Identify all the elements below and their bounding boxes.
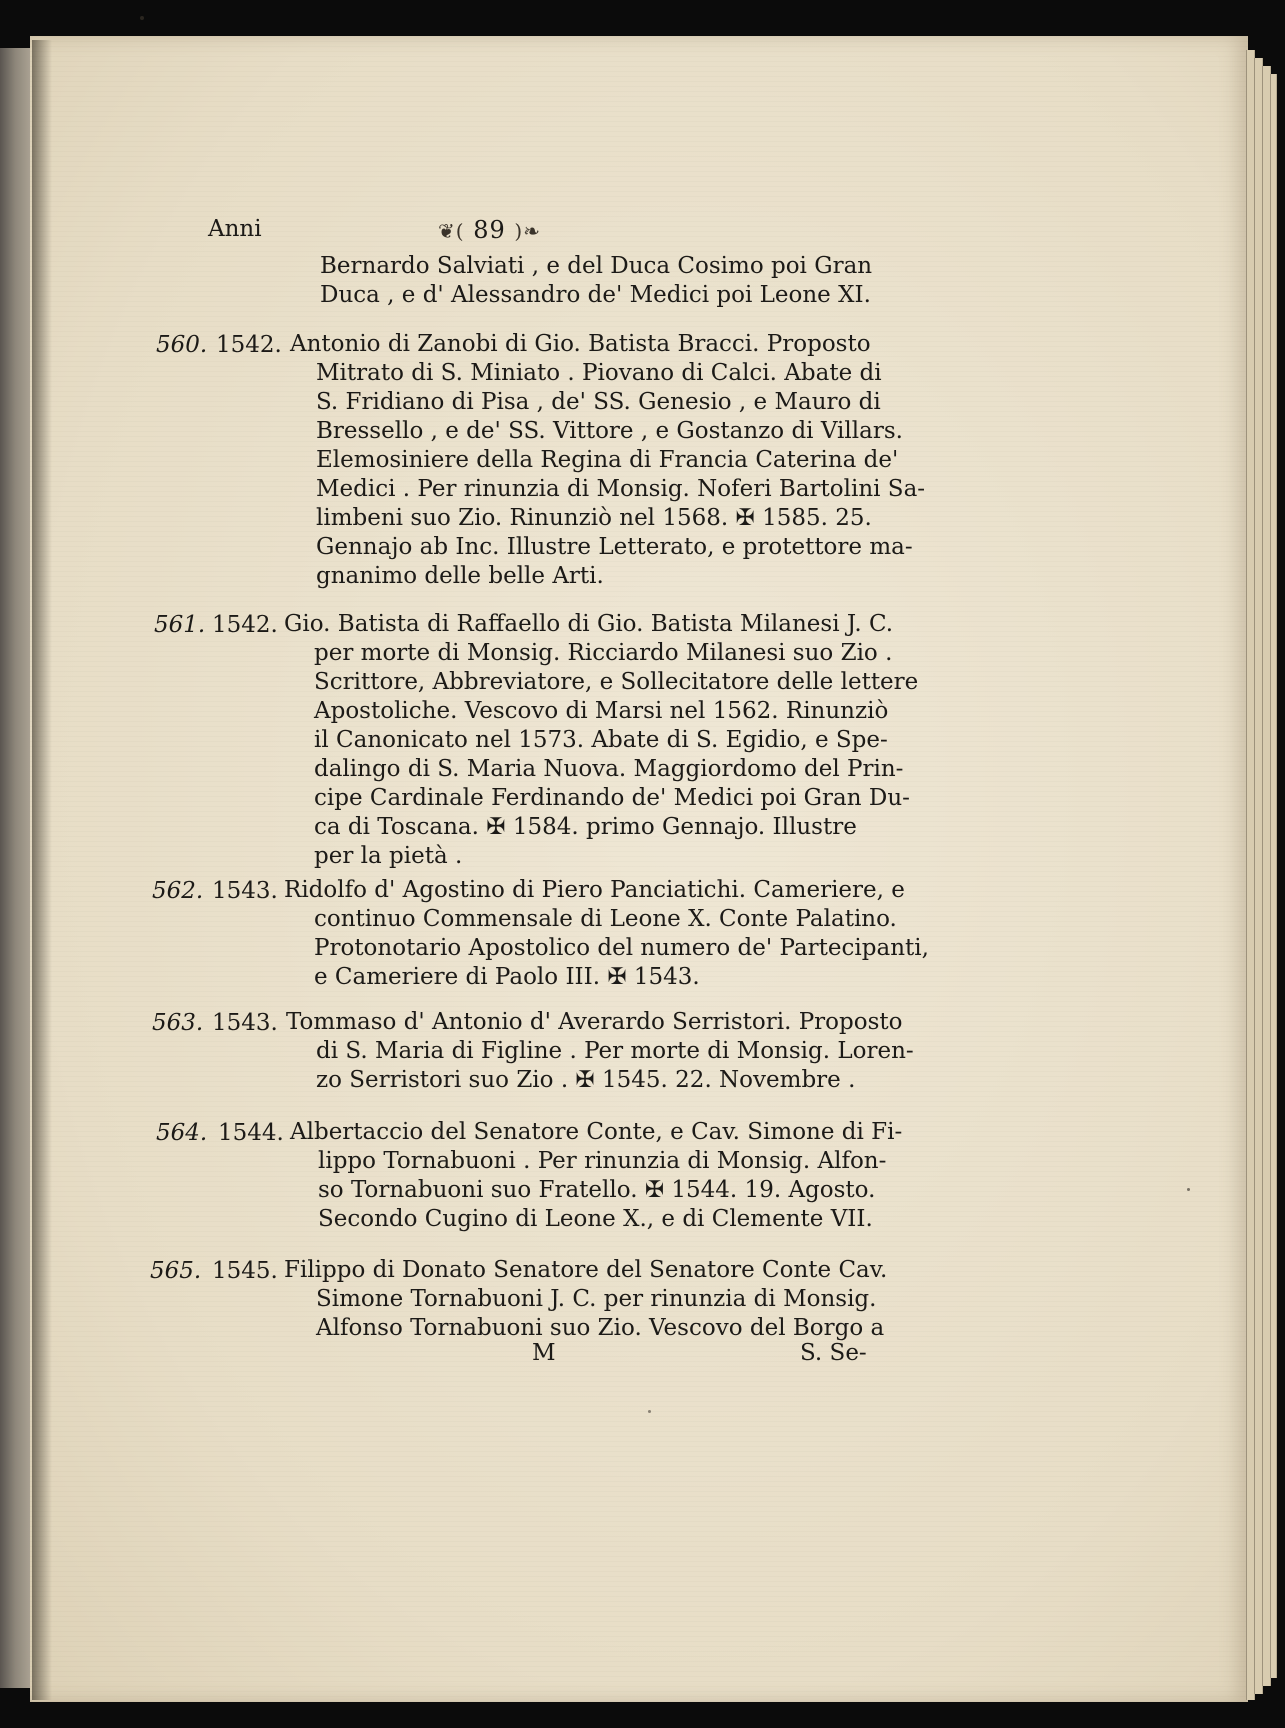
entry-line: Mitrato di S. Miniato . Piovano di Calci. Abate di [316, 360, 882, 386]
page-stack-edge [1270, 74, 1277, 1678]
entry-line: Simone Tornabuoni J. C. per rinunzia di Monsig. [316, 1286, 877, 1312]
intro-line: Duca , e d' Alessandro de' Medici poi Leone XI. [320, 282, 871, 308]
entry-line: dalingo di S. Maria Nuova. Maggiordomo del Prin- [314, 756, 904, 782]
margin-label-anni: Anni [208, 216, 262, 242]
entry-line: Gennajo ab Inc. Illustre Letterato, e protettore ma- [316, 534, 913, 560]
ornament-right-icon: )❧ [514, 219, 541, 243]
entry-number: 561. [154, 612, 206, 638]
entry-line: Ridolfo d' Agostino di Piero Panciatichi. Cameriere, e [284, 877, 905, 903]
entry-line: Apostoliche. Vescovo di Marsi nel 1562. Rinunziò [314, 698, 889, 724]
page-number: 89 [473, 216, 506, 244]
entry-line: limbeni suo Zio. Rinunziò nel 1568. ✠ 1585. 25. [316, 505, 872, 531]
entry-year: 1544. [218, 1120, 284, 1146]
entry-line: Filippo di Donato Senatore del Senatore Conte Cav. [284, 1257, 888, 1283]
entry-line: e Cameriere di Paolo III. ✠ 1543. [314, 964, 700, 990]
entry-line: Bressello , e de' SS. Vittore , e Gostanzo di Villars. [316, 418, 903, 444]
entry-year: 1542. [212, 612, 278, 638]
entry-line: Gio. Batista di Raffaello di Gio. Batista Milanesi J. C. [284, 611, 894, 637]
signature-mark: M [532, 1340, 556, 1366]
entry-year: 1545. [212, 1258, 278, 1284]
entry-line: Secondo Cugino di Leone X., e di Clemente VII. [318, 1206, 873, 1232]
entry-line: Elemosiniere della Regina di Francia Caterina de' [316, 447, 899, 473]
entry-line: Medici . Per rinunzia di Monsig. Noferi Bartolini Sa- [316, 476, 926, 502]
entry-line: Scrittore, Abbreviatore, e Sollecitatore delle lettere [314, 669, 919, 695]
entry-line: Protonotario Apostolico del numero de' Partecipanti, [314, 935, 929, 961]
entry-line: zo Serristori suo Zio . ✠ 1545. 22. Novembre . [316, 1067, 856, 1093]
entry-number: 564. [156, 1120, 208, 1146]
gutter-shadow [32, 40, 52, 1700]
ornament-left-icon: ❦( [438, 219, 465, 243]
entry-line: Albertaccio del Senatore Conte, e Cav. Simone di Fi- [290, 1119, 903, 1145]
entry-line: continuo Commensale di Leone X. Conte Palatino. [314, 906, 897, 932]
entry-line: cipe Cardinale Ferdinando de' Medici poi Gran Du- [314, 785, 910, 811]
entry-line: per la pietà . [314, 843, 463, 869]
entry-number: 563. [152, 1010, 204, 1036]
catchword: S. Se- [800, 1340, 867, 1366]
entry-year: 1542. [216, 332, 282, 358]
entry-number: 565. [150, 1258, 202, 1284]
entry-line: ca di Toscana. ✠ 1584. primo Gennajo. Illustre [314, 814, 857, 840]
entry-line: S. Fridiano di Pisa , de' SS. Genesio , e Mauro di [316, 389, 881, 415]
entry-line: il Canonicato nel 1573. Abate di S. Egidio, e Spe- [314, 727, 888, 753]
paper-speck [648, 1410, 651, 1413]
entry-line: Antonio di Zanobi di Gio. Batista Bracci. Proposto [290, 331, 871, 357]
entry-line: gnanimo delle belle Arti. [316, 563, 604, 589]
intro-line: Bernardo Salviati , e del Duca Cosimo poi Gran [320, 253, 873, 279]
entry-number: 560. [156, 332, 208, 358]
entry-number: 562. [152, 878, 204, 904]
page-header [438, 216, 541, 244]
paper-speck [1187, 1188, 1190, 1191]
entry-line: per morte di Monsig. Ricciardo Milanesi suo Zio . [314, 640, 893, 666]
entry-line: di S. Maria di Figline . Per morte di Monsig. Loren- [316, 1038, 914, 1064]
entry-line: so Tornabuoni suo Fratello. ✠ 1544. 19. Agosto. [318, 1177, 876, 1203]
entry-year: 1543. [212, 1010, 278, 1036]
entry-line: Tommaso d' Antonio d' Averardo Serristori. Proposto [286, 1009, 903, 1035]
paper-speck [140, 16, 144, 20]
entry-year: 1543. [212, 878, 278, 904]
entry-line: lippo Tornabuoni . Per rinunzia di Monsig. Alfon- [318, 1148, 887, 1174]
entry-line: Alfonso Tornabuoni suo Zio. Vescovo del Borgo a [316, 1315, 885, 1341]
